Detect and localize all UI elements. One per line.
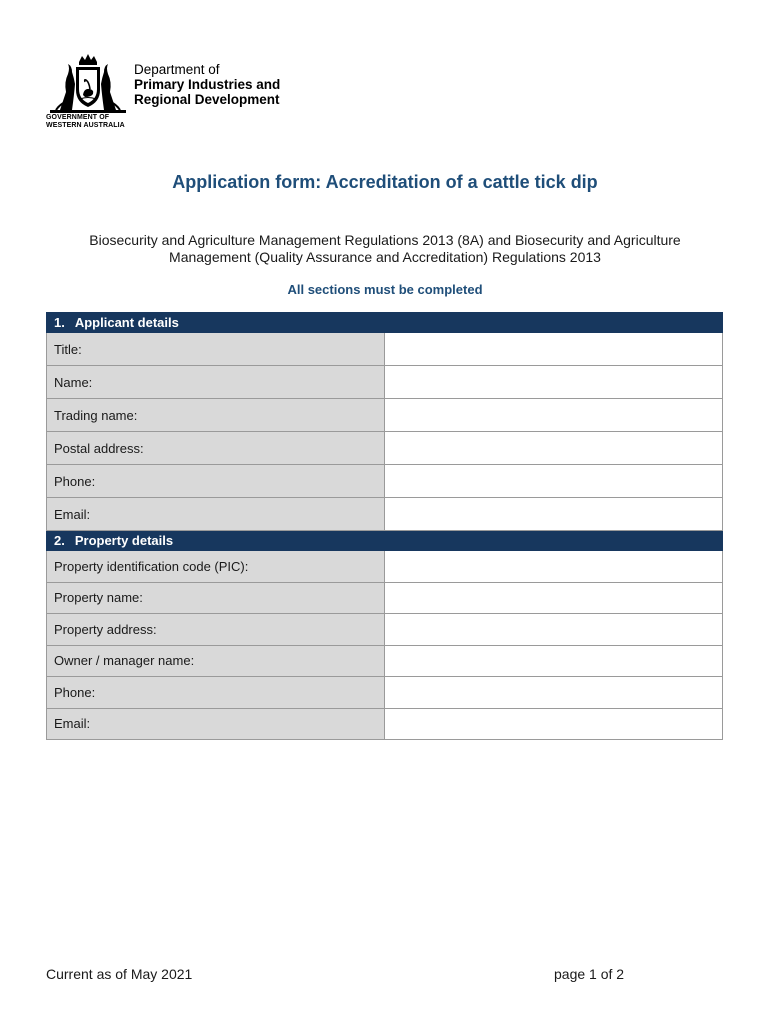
field-label: Owner / manager name: xyxy=(47,645,385,677)
regulations-subtitle: Biosecurity and Agriculture Management Regulations 2013 (8A) and Biosecurity and Agriculture Management (Quality Assurance and Accreditation) Regulations 2013 xyxy=(89,232,681,265)
field-label: Property name: xyxy=(47,582,385,614)
form-row xyxy=(47,708,723,740)
form-row xyxy=(47,432,723,465)
section-heading xyxy=(47,531,723,551)
department-name xyxy=(134,62,280,107)
section-title: Property details xyxy=(74,533,174,548)
dept-line-2: Primary Industries and xyxy=(134,77,281,92)
application-form-table xyxy=(46,312,723,740)
section-heading xyxy=(47,313,723,333)
form-row xyxy=(47,498,723,531)
gov-line-2: WESTERN AUSTRALIA xyxy=(46,122,125,129)
section-number: 1. xyxy=(54,315,65,330)
section-header-property xyxy=(47,531,723,551)
form-row xyxy=(47,465,723,498)
form-row xyxy=(47,582,723,614)
section-header-applicant xyxy=(47,313,723,333)
government-label xyxy=(46,114,130,130)
dept-line-1: Department of xyxy=(134,62,220,77)
pic-field[interactable] xyxy=(385,551,723,583)
field-label: Phone: xyxy=(47,465,385,498)
section-title: Applicant details xyxy=(74,315,179,330)
form-row xyxy=(47,677,723,709)
field-label: Postal address: xyxy=(47,432,385,465)
field-label: Title: xyxy=(47,333,385,366)
postal-address-field[interactable] xyxy=(385,432,723,465)
wa-government-crest-icon xyxy=(46,52,130,114)
trading-name-field[interactable] xyxy=(385,399,723,432)
form-row xyxy=(47,551,723,583)
completion-notice: All sections must be completed xyxy=(287,282,483,297)
department-logo xyxy=(46,52,306,132)
applicant-phone-field[interactable] xyxy=(385,465,723,498)
form-row xyxy=(47,366,723,399)
property-email-field[interactable] xyxy=(385,708,723,740)
property-phone-field[interactable] xyxy=(385,677,723,709)
section-number: 2. xyxy=(54,533,65,548)
field-label: Name: xyxy=(47,366,385,399)
applicant-email-field[interactable] xyxy=(385,498,723,531)
form-row xyxy=(47,399,723,432)
property-address-field[interactable] xyxy=(385,614,723,646)
property-name-field[interactable] xyxy=(385,582,723,614)
applicant-title-field[interactable] xyxy=(385,333,723,366)
gov-line-1: GOVERNMENT OF xyxy=(46,114,110,121)
field-label: Property identification code (PIC): xyxy=(47,551,385,583)
field-label: Email: xyxy=(47,498,385,531)
form-row xyxy=(47,614,723,646)
field-label: Trading name: xyxy=(47,399,385,432)
page-title: Application form: Accreditation of a cattle tick dip xyxy=(172,172,598,192)
form-row xyxy=(47,645,723,677)
form-row xyxy=(47,333,723,366)
field-label: Phone: xyxy=(47,677,385,709)
owner-manager-name-field[interactable] xyxy=(385,645,723,677)
applicant-name-field[interactable] xyxy=(385,366,723,399)
field-label: Email: xyxy=(47,708,385,740)
field-label: Property address: xyxy=(47,614,385,646)
dept-line-3: Regional Development xyxy=(134,92,280,107)
currency-date: Current as of May 2021 xyxy=(46,966,193,982)
page-number: page 1 of 2 xyxy=(554,966,625,982)
